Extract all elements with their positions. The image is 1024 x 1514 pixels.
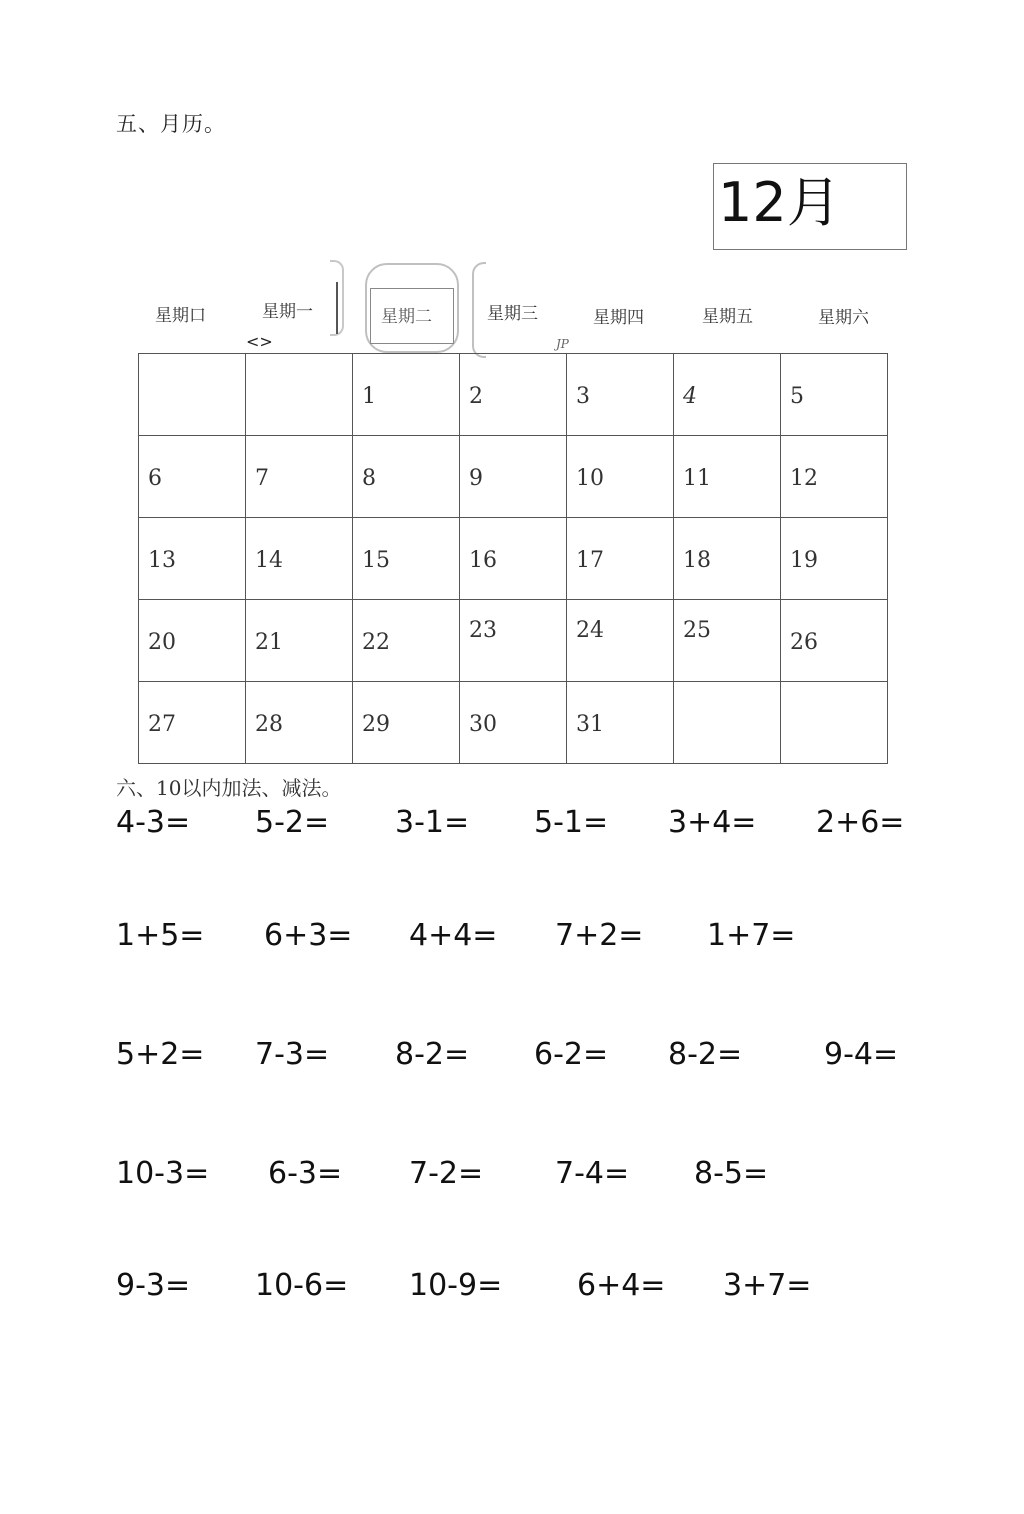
calendar-day-cell xyxy=(567,354,674,436)
calendar-day-number: 10 xyxy=(576,466,604,491)
calendar-day-cell xyxy=(674,518,781,600)
calendar-day-number: 3 xyxy=(576,384,590,409)
calendar-day-cell xyxy=(674,600,781,682)
calendar-week-row xyxy=(139,436,888,518)
calendar-day-cell xyxy=(139,436,246,518)
equation-problem: 5-1= xyxy=(534,805,609,840)
calendar-week-row xyxy=(139,518,888,600)
calendar-day-number: 13 xyxy=(148,548,176,573)
calendar-day-number: 28 xyxy=(255,712,283,737)
calendar-day-number: 18 xyxy=(683,548,711,573)
calendar-day-number: 1 xyxy=(362,384,376,409)
calendar-day-cell xyxy=(353,354,460,436)
weekday-sunday: 星期口 xyxy=(155,306,206,326)
calendar-day-cell xyxy=(460,354,567,436)
weekday-saturday: 星期六 xyxy=(818,308,869,328)
calendar-day-number: 11 xyxy=(683,466,711,491)
calendar-day-cell xyxy=(246,436,353,518)
weekday-monday: 星期一 xyxy=(262,302,313,322)
calendar-grid xyxy=(138,353,888,764)
calendar-day-number: 7 xyxy=(255,466,269,491)
calendar-day-number: 19 xyxy=(790,548,818,573)
equation-problem: 3-1= xyxy=(395,805,470,840)
calendar-day-number: 6 xyxy=(148,466,162,491)
equation-problem: 10-6= xyxy=(255,1268,349,1303)
equation-problem: 10-9= xyxy=(409,1268,503,1303)
equation-problem: 6-3= xyxy=(268,1156,343,1191)
equation-problem: 1+5= xyxy=(116,918,205,953)
calendar-day-cell xyxy=(353,682,460,764)
calendar-week-row xyxy=(139,682,888,764)
calendar-day-number: 25 xyxy=(683,618,711,643)
calendar-day-number: 24 xyxy=(576,618,604,643)
calendar-day-cell xyxy=(139,600,246,682)
calendar-day-number: 2 xyxy=(469,384,483,409)
calendar-day-number: 22 xyxy=(362,630,390,655)
calendar-day-cell xyxy=(781,436,888,518)
equation-problem: 7-3= xyxy=(255,1037,330,1072)
equation-problem: 7+2= xyxy=(555,918,644,953)
calendar-day-cell xyxy=(460,436,567,518)
calendar-day-number: 23 xyxy=(469,618,497,643)
calendar-day-cell xyxy=(567,436,674,518)
calendar-day-number: 29 xyxy=(362,712,390,737)
section-5-title: 五、月历。 xyxy=(116,112,226,136)
jp-mark: JP xyxy=(556,337,569,351)
calendar-day-number xyxy=(255,354,352,384)
calendar-day-number: 31 xyxy=(576,712,604,737)
section-6-title: 六、10以内加法、减法。 xyxy=(116,776,342,800)
calendar-day-number: 30 xyxy=(469,712,497,737)
calendar-day-cell xyxy=(674,436,781,518)
calendar-day-number: 4 xyxy=(683,384,697,409)
equation-problem: 6-2= xyxy=(534,1037,609,1072)
calendar-day-cell xyxy=(781,682,888,764)
calendar-day-cell xyxy=(246,518,353,600)
bracket-line-decoration xyxy=(322,282,338,334)
equation-problem: 2+6= xyxy=(816,805,905,840)
calendar-day-number: 15 xyxy=(362,548,390,573)
month-label: 12月 xyxy=(718,171,841,234)
equation-problem: 10-3= xyxy=(116,1156,210,1191)
equation-problem: 8-5= xyxy=(694,1156,769,1191)
calendar-day-cell xyxy=(460,600,567,682)
calendar-day-number: 27 xyxy=(148,712,176,737)
weekday-friday: 星期五 xyxy=(702,307,753,327)
equation-problem: 3+7= xyxy=(723,1268,812,1303)
calendar-day-number: 5 xyxy=(790,384,804,409)
calendar-day-cell xyxy=(781,354,888,436)
calendar-day-number: 16 xyxy=(469,548,497,573)
calendar-day-cell xyxy=(246,354,353,436)
equation-problem: 5-2= xyxy=(255,805,330,840)
calendar-day-cell xyxy=(781,518,888,600)
calendar-day-number xyxy=(148,354,245,384)
calendar-day-cell xyxy=(460,682,567,764)
calendar-day-cell xyxy=(139,354,246,436)
arrows-mark: <> xyxy=(246,332,273,351)
equation-problem: 3+4= xyxy=(668,805,757,840)
calendar-day-number: 20 xyxy=(148,630,176,655)
calendar-day-cell xyxy=(353,436,460,518)
equation-problem: 6+3= xyxy=(264,918,353,953)
calendar-day-cell xyxy=(567,518,674,600)
calendar-day-cell xyxy=(674,682,781,764)
equation-problem: 7-4= xyxy=(555,1156,630,1191)
weekday-thursday: 星期四 xyxy=(593,308,644,328)
calendar-day-cell xyxy=(460,518,567,600)
calendar-day-cell xyxy=(139,682,246,764)
calendar-day-cell xyxy=(353,600,460,682)
calendar-day-cell xyxy=(139,518,246,600)
equation-problem: 5+2= xyxy=(116,1037,205,1072)
calendar-day-number: 21 xyxy=(255,630,283,655)
equation-problem: 4-3= xyxy=(116,805,191,840)
equation-problem: 9-4= xyxy=(824,1037,899,1072)
calendar-day-number: 8 xyxy=(362,466,376,491)
weekday-wednesday: 星期三 xyxy=(487,304,538,324)
calendar-day-cell xyxy=(567,682,674,764)
calendar-day-cell xyxy=(567,600,674,682)
calendar-day-cell xyxy=(246,600,353,682)
weekday-tuesday: 星期二 xyxy=(381,307,432,327)
calendar-day-cell xyxy=(781,600,888,682)
equation-problem: 9-3= xyxy=(116,1268,191,1303)
calendar-day-cell xyxy=(674,354,781,436)
calendar-day-number xyxy=(683,682,780,712)
calendar-week-row xyxy=(139,600,888,682)
calendar-day-number: 26 xyxy=(790,630,818,655)
equation-problem: 6+4= xyxy=(577,1268,666,1303)
calendar-day-number: 9 xyxy=(469,466,483,491)
calendar-day-number xyxy=(790,682,887,712)
calendar-day-number: 12 xyxy=(790,466,818,491)
calendar-day-cell xyxy=(246,682,353,764)
calendar-day-number: 17 xyxy=(576,548,604,573)
bracket-decoration-2 xyxy=(472,262,486,358)
equation-problem: 8-2= xyxy=(668,1037,743,1072)
equation-problem: 4+4= xyxy=(409,918,498,953)
calendar-day-number: 14 xyxy=(255,548,283,573)
equation-problem: 8-2= xyxy=(395,1037,470,1072)
calendar-week-row xyxy=(139,354,888,436)
equation-problem: 1+7= xyxy=(707,918,796,953)
equation-problem: 7-2= xyxy=(409,1156,484,1191)
calendar-day-cell xyxy=(353,518,460,600)
